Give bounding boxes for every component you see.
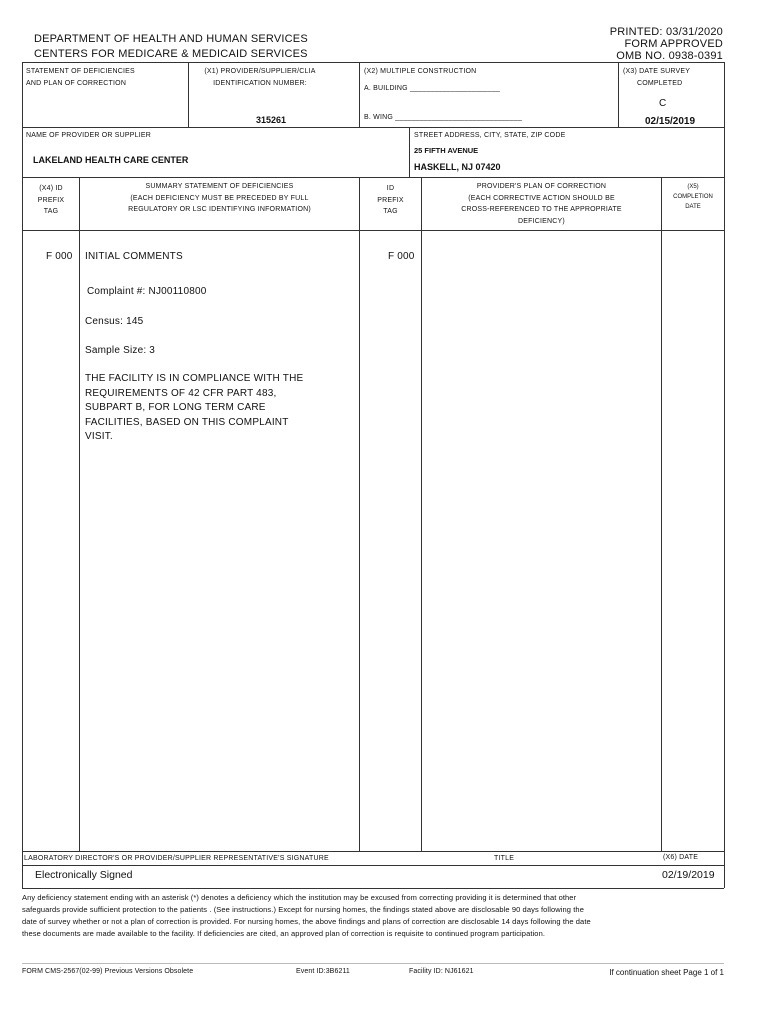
title-label: TITLE [494, 855, 515, 862]
address-label: STREET ADDRESS, CITY, STATE, ZIP CODE [414, 132, 566, 139]
x1-label: (X1) PROVIDER/SUPPLIER/CLIA IDENTIFICATION NUMBER: [204, 68, 316, 87]
provider-block-bottom-rule [22, 177, 724, 178]
omb-number: OMB NO. 0938-0391 [616, 50, 723, 62]
x3-divider [618, 62, 619, 127]
id-block-bottom-rule [22, 127, 724, 128]
disclaimer: Any deficiency statement ending with an asterisk (*) denotes a deficiency which the institution may be excused from correcting providing it is determined that other safeguards provide sufficient protection to the patients . (See instructions.) Except for nursing homes, the findings stated above are disclosable 90 days following the date of survey whether or not a plan of correction is provided. For nursing homes, the above findings and plans of correction are disclosable 14 days following the date these documents are made available to the facility. If deficiencies are cited, an approved plan of correction is requisite to continued program participation. [22, 893, 591, 938]
tag-right: F 000 [388, 251, 415, 262]
survey-code: C [659, 98, 667, 109]
signature-value: Electronically Signed [35, 869, 133, 881]
x5-column-header: (X5) COMPLETION DATE [673, 184, 713, 210]
department-title: DEPARTMENT OF HEALTH AND HUMAN SERVICES [34, 33, 308, 45]
tag-left: F 000 [46, 251, 73, 262]
building-line: A. BUILDING ______________________ [364, 85, 501, 92]
plan-column-divider [421, 177, 422, 851]
form-approved: FORM APPROVED [624, 38, 723, 50]
page-indicator: If continuation sheet Page 1 of 1 [609, 968, 724, 977]
date-label: (X6) DATE [663, 854, 699, 861]
signature-label-rule [22, 865, 724, 866]
entry-title: INITIAL COMMENTS [85, 251, 183, 262]
provider-number: 315261 [256, 115, 287, 125]
x2-divider [359, 62, 360, 127]
form-number: FORM CMS-2567(02-99) Previous Versions Obsolete [22, 968, 194, 975]
provider-name: LAKELAND HEALTH CARE CENTER [33, 155, 189, 165]
wing-line: B. WING _______________________________ [364, 114, 523, 121]
address-divider [409, 127, 410, 177]
signature-label: LABORATORY DIRECTOR'S OR PROVIDER/SUPPLIER REPRESENTATIVE'S SIGNATURE [24, 855, 329, 862]
provider-name-label: NAME OF PROVIDER OR SUPPLIER [26, 132, 152, 139]
footer-rule [22, 963, 724, 964]
id-prefix-column-header: ID PREFIX TAG [377, 185, 404, 215]
signature-bottom-rule [22, 888, 724, 889]
table-bottom-rule [22, 851, 724, 852]
x5-column-divider [661, 177, 662, 851]
right-border [724, 62, 725, 888]
x4-column-header: (X4) ID PREFIX TAG [37, 185, 65, 215]
printed-date: PRINTED: 03/31/2020 [609, 26, 723, 38]
statement-label: STATEMENT OF DEFICIENCIES AND PLAN OF CORRECTION [26, 68, 135, 87]
column-header-bottom-rule [22, 230, 724, 231]
finding-text: THE FACILITY IS IN COMPLIANCE WITH THE REQUIREMENTS OF 42 CFR PART 483, SUBPART B, FOR LONG TERM CARE FACILITIES, BASED ON THIS COMPLAINT VISIT. [85, 373, 304, 442]
x1-divider [188, 62, 189, 127]
x4-column-divider [79, 177, 80, 851]
city-state-zip: HASKELL, NJ 07420 [414, 162, 501, 172]
census: Census: 145 [85, 316, 144, 327]
x3-label: (X3) DATE SURVEY COMPLETED [623, 68, 691, 87]
x2-label: (X2) MULTIPLE CONSTRUCTION [364, 68, 477, 75]
event-id: Event ID:3B6211 [296, 968, 350, 975]
complaint-number: Complaint #: NJ00110800 [87, 286, 207, 297]
street-address: 25 FIFTH AVENUE [414, 146, 479, 155]
facility-id: Facility ID: NJ61621 [409, 968, 474, 975]
centers-title: CENTERS FOR MEDICARE & MEDICAID SERVICES [34, 48, 308, 60]
signature-date: 02/19/2019 [662, 869, 715, 881]
plan-column-header: PROVIDER'S PLAN OF CORRECTION (EACH CORRECTIVE ACTION SHOULD BE CROSS-REFERENCED TO THE APPROPRIATE DEFICIENCY) [461, 183, 622, 225]
sample-size: Sample Size: 3 [85, 345, 156, 356]
survey-date: 02/15/2019 [645, 116, 696, 127]
id-prefix-column-divider [359, 177, 360, 851]
summary-column-header: SUMMARY STATEMENT OF DEFICIENCIES (EACH DEFICIENCY MUST BE PRECEDED BY FULL REGULATORY OR LSC IDENTIFYING INFORMATION) [128, 183, 311, 213]
